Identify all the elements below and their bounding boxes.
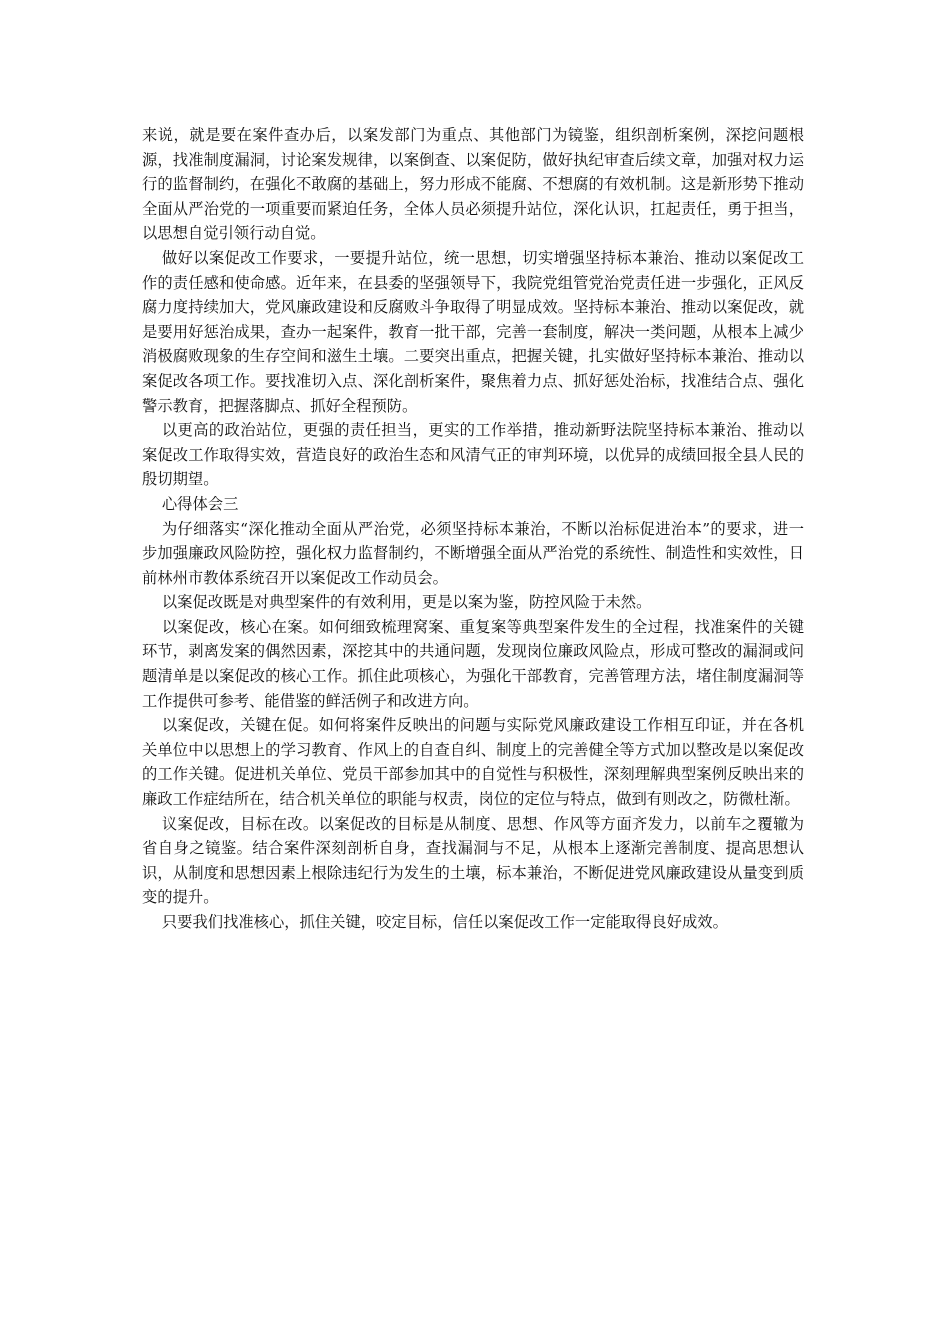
paragraph-goal-reform: 议案促改，目标在改。以案促改的目标是从制度、思想、作风等方面齐发力，以前车之覆辙为省自身之镜鉴。结合案件深刻剖析自身，查找漏洞与不足，从根本上逐渐完善制度、提高思想认识，从制度和思想因素上根除违纪行为发生的土壤，标本兼治，不断促进党风廉政建设从量变到质变的提升。 (142, 814, 804, 907)
paragraph-political-stance: 以更高的政治站位，更强的责任担当，更实的工作举措，推动新野法院坚持标本兼治、推动以案促改工作取得实效，营造良好的政治生态和风清气正的审判环境，以优异的成绩回报全县人民的殷切期望。 (142, 421, 804, 489)
document-body (142, 123, 804, 935)
section-heading: 心得体会三 (161, 494, 239, 513)
paragraph-conclusion: 只要我们找准核心，抓住关键，咬定目标，信任以案促改工作一定能取得良好成效。 (161, 913, 728, 931)
paragraph-core-case: 以案促改，核心在案。如何细致梳理窝案、重复案等典型案件发生的全过程，找准案件的关键环节，剥离发案的偶然因素，深挖其中的共通问题，发现岗位廉政风险点，形成可整改的漏洞或问题清单是以案促改的核心工作。抓住此项核心，为强化干部教育，完善管理方法，堵住制度漏洞等工作提供可参考、能借鉴的鲜活例子和改进方向。 (142, 617, 804, 710)
paragraph-continuation: 来说，就是要在案件查办后，以案发部门为重点、其他部门为镜鉴，组织剖析案例，深挖问题根源，找准制度漏洞，讨论案发规律，以案倒查、以案促防，做好执纪审查后续文章，加强对权力运行的监督制约，在强化不敢腐的基础上，努力形成不能腐、不想腐的有效机制。这是新形势下推动全面从严治党的一项重要而紧迫任务，全体人员必须提升站位，深化认识，扛起责任，勇于担当，以思想自觉引领行动自觉。 (142, 126, 804, 243)
paragraph-requirements: 做好以案促改工作要求，一要提升站位，统一思想，切实增强坚持标本兼治、推动以案促改工作的责任感和使命感。近年来，在县委的坚强领导下，我院党组管党治党责任进一步强化，正风反腐力度持续加大，党风廉政建设和反腐败斗争取得了明显成效。坚持标本兼治、推动以案促改，就是要用好惩治成果，查办一起案件，教育一批干部，完善一套制度，解决一类问题，从根本上减少消极腐败现象的生存空间和滋生土壤。二要突出重点，把握关键，扎实做好坚持标本兼治、推动以案促改各项工作。要找准切入点、深化剖析案件，聚焦着力点、抓好惩处治标，找准结合点、强化警示教育，把握落脚点、抓好全程预防。 (142, 248, 804, 415)
paragraph-case-usage: 以案促改既是对典型案件的有效利用，更是以案为鉴，防控风险于未然。 (161, 593, 652, 612)
paragraph-key-promote: 以案促改，关键在促。如何将案件反映出的问题与实际党风廉政建设工作相互印证，并在各机关单位中以思想上的学习教育、作风上的自查自纠、制度上的完善健全等方式加以整改是以案促改的工作关键。促进机关单位、党员干部参加其中的自觉性与积极性，深刻理解典型案例反映出来的廉政工作症结所在，结合机关单位的职能与权责，岗位的定位与特点，做到有则改之，防微杜渐。 (142, 716, 804, 809)
paragraph-implementation: 为仔细落实“深化推动全面从严治党，必须坚持标本兼治，不断以治标促进治本”的要求，进一步加强廉政风险防控，强化权力监督制约，不断增强全面从严治党的系统性、制造性和实效性，日前林州市教体系统召开以案促改工作动员会。 (142, 519, 804, 587)
